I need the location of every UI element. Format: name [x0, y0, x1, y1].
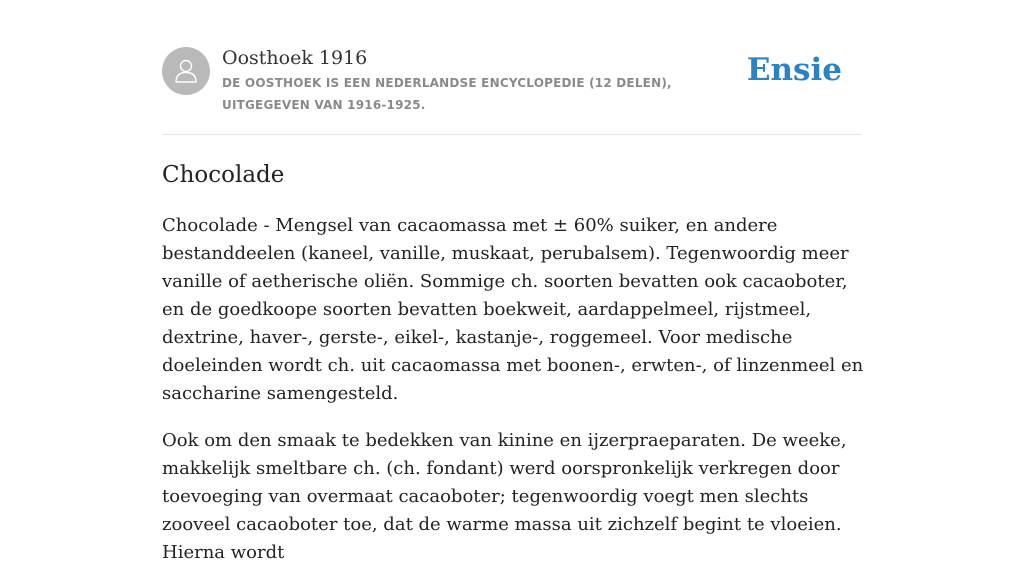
ensie-logo[interactable]: Ensie — [746, 52, 842, 88]
article-paragraph: Ook om den smaak te bedekken van kinine en ijzerpraeparaten. De weeke, makkelijk smeltbare ch. (ch. fondant) werd oorspronkelijk verkregen door toevoeging van overmaat cacaoboter; tegenwoordig voegt men slechts zooveel cacaoboter toe, dat de warme massa uit zichzelf begint te vloeien. Hierna wordt — [162, 430, 847, 563]
article-body — [162, 212, 864, 586]
source-avatar[interactable] — [162, 47, 210, 95]
user-icon — [171, 56, 201, 86]
source-header — [162, 0, 862, 135]
article-paragraph: Chocolade - Mengsel van cacaomassa met ± 60% suiker, en andere bestanddeelen (kaneel, vanille, muskaat, perubalsem). Tegenwoordig meer vanille of aetherische oliën. Sommige ch. soorten bevatten ook cacaoboter, en de goedkoope soorten bevatten boekweit, aardappelmeel, rijstmeel, dextrine, haver-, gerste-, eikel-, kastanje-, roggemeel. Voor medische doeleinden wordt ch. uit cacaomassa met boonen-, erwten-, of linzenmeel en saccharine samengesteld. — [162, 215, 864, 404]
source-info — [222, 46, 762, 116]
article-title: Chocolade — [162, 162, 285, 188]
source-description: DE OOSTHOEK IS EEN NEDERLANDSE ENCYCLOPEDIE (12 DELEN), UITGEGEVEN VAN 1916-1925. — [222, 76, 672, 112]
source-title[interactable]: Oosthoek 1916 — [222, 47, 368, 69]
page-container — [162, 0, 864, 563]
